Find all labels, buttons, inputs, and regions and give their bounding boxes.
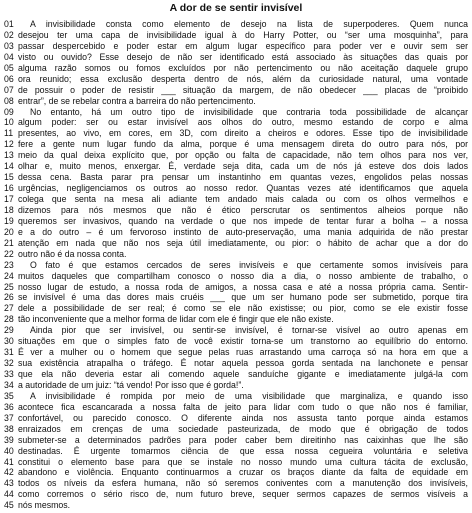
text-line: [4, 435, 468, 446]
line-number: 02: [4, 29, 14, 40]
line-number: 12: [4, 139, 14, 150]
line-text: visto ou ouvido? Esse desejo de não ser identificado está associado às situações das quais por: [18, 51, 468, 62]
line-number: 19: [4, 215, 14, 226]
line-number: 35: [4, 390, 14, 401]
text-line: [4, 161, 468, 172]
line-text: urgências, negligenciamos os outros ao nosso redor. Quantas vezes até identificamos que aquela: [18, 183, 468, 194]
line-number: 43: [4, 478, 14, 489]
text-line: [4, 30, 468, 41]
line-number: 03: [4, 40, 14, 51]
line-text: É ver a mulher ou o homem que segue pelas ruas arrastando uma carroça só na hora em que a: [18, 347, 468, 358]
line-number: 14: [4, 161, 14, 172]
line-number: 13: [4, 150, 14, 161]
line-text: entrar”, de se rebelar contra a barreira do não pertencimento.: [18, 95, 256, 106]
line-text: sua existência atrapalha o tráfego. É notar aquela pessoa gorda sentada na lanchonete e pensar: [18, 358, 468, 369]
line-text: a autoridade de um juiz: “tá vendo! Por isso que é gorda!”.: [18, 379, 244, 390]
line-text: de possuir o poder de resistir ___ situação da margem, de não obedecer ___ placas de “proibido: [18, 84, 468, 95]
line-text: atenção em nada que não nos seja útil imediatamente, ou pior: o hábito de achar que a dor do: [18, 237, 468, 248]
line-text: dele a possibilidade de ser real; é como se ele não existisse; ou pior, como se ele existir fosse: [18, 303, 468, 314]
line-number: 44: [4, 489, 14, 500]
line-text: muitos daqueles que compartilham conosco o nosso dia a dia, o nosso ambiente de trabalho, o: [18, 270, 468, 281]
line-text: constitui o elemento base para que se instale no nosso mundo uma cultura tácita de exclusão,: [18, 456, 468, 467]
text-line: [4, 424, 468, 435]
line-number: 38: [4, 423, 14, 434]
line-number: 17: [4, 194, 14, 204]
line-text: como corremos o sério risco de, num futuro breve, sequer sermos capazes de sermos visíveis a: [18, 489, 468, 500]
text-line: [4, 303, 468, 314]
line-text: No entanto, há um outro tipo de invisibilidade que contraria toda possibilidade de alcançar: [30, 106, 468, 117]
line-text: confortável, ou parecido conosco. O diferente ainda nos assusta tanto porque ainda estamos: [18, 412, 468, 423]
line-number: 08: [4, 95, 14, 106]
line-number: 05: [4, 62, 14, 73]
line-number: 39: [4, 434, 14, 445]
line-number: 40: [4, 445, 14, 456]
line-text: que ela não deveria estar ali comendo aquele sanduíche gigante e imediatamente julgá-la com: [18, 369, 468, 379]
line-text: meio da qual deixa explícito que, por opção ou falta de capacidade, não tem olhos para nos ver,: [18, 150, 468, 161]
line-text: A invisibilidade é rompida por meio de uma visibilidade que marginaliza, e quando isso: [30, 390, 468, 401]
text-body: [4, 19, 468, 511]
text-line: [4, 380, 468, 391]
text-line: [4, 413, 468, 424]
text-line: [4, 489, 468, 500]
line-number: 27: [4, 303, 14, 314]
line-text: dessa cena. Basta parar pra pensar um instantinho em quantas vezes, engolidos pelas nossas: [18, 172, 468, 183]
line-number: 22: [4, 248, 14, 259]
text-line: [4, 205, 468, 216]
line-number: 18: [4, 204, 14, 215]
line-text: A invisibilidade consta como elemento de desejo na lista de superpoderes. Quem nunca: [30, 19, 468, 29]
line-number: 33: [4, 369, 14, 379]
text-line: [4, 238, 468, 249]
text-line: [4, 369, 468, 380]
document-title: A dor de se sentir invisível: [169, 2, 303, 14]
line-number: 26: [4, 292, 14, 303]
line-number: 32: [4, 358, 14, 369]
text-line: [4, 282, 468, 293]
line-number: 28: [4, 314, 14, 325]
line-number: 36: [4, 401, 14, 412]
text-line: [4, 292, 468, 303]
line-text: abandono e violência. Enquanto continuarmos a cruzar os braços diante da falta de equidade em: [18, 467, 468, 478]
text-line: [4, 19, 468, 30]
line-number: 21: [4, 237, 14, 248]
line-number: 23: [4, 259, 14, 270]
line-number: 30: [4, 336, 14, 347]
text-line: [4, 117, 468, 128]
text-line: [4, 107, 468, 118]
text-line: [4, 467, 468, 478]
text-line: [4, 172, 468, 183]
line-text: todos os níveis da esfera humana, não só seremos coniventes com a manutenção dos invisíveis,: [18, 478, 468, 489]
text-line: [4, 183, 468, 194]
line-text: tão inconveniente que a melhor forma de lidar com ele é fingir que ele não existe.: [18, 314, 334, 325]
text-line: [4, 314, 468, 325]
text-line: [4, 150, 468, 161]
line-number: 25: [4, 281, 14, 292]
line-text: O fato é que estamos cercados de seres invisíveis e que certamente somos invisíveis para: [30, 259, 468, 270]
line-number: 42: [4, 467, 14, 478]
text-line: [4, 139, 468, 150]
line-text: situações em que o simples fato de você existir torna-se um transtorno ao equilíbrio do entorno.: [18, 336, 468, 347]
text-line: [4, 216, 468, 227]
line-number: 29: [4, 325, 14, 336]
line-text: enraizados em crenças de uma sociedade pasteurizada, de modo que é obrigação de todos: [18, 423, 468, 434]
text-line: [4, 260, 468, 271]
line-number: 34: [4, 379, 14, 390]
text-line: [4, 227, 468, 238]
line-text: destinadas. É urgente tomarmos ciência de que essa nossa cegueira voluntária e seletiva: [18, 445, 468, 456]
text-line: [4, 446, 468, 457]
text-line: [4, 336, 468, 347]
text-line: [4, 96, 468, 107]
line-text: algum poder: ser ou estar invisível aos olhos do outro, mesmo estando de corpo e alma: [18, 117, 468, 128]
line-text: presentes, ao vivo, em cores, em 3D, com direito a cheiros e odores. Esse tipo de invisibilidade: [18, 128, 468, 139]
text-line: [4, 74, 468, 85]
line-number: 20: [4, 226, 14, 237]
text-line: [4, 457, 468, 468]
line-number: 07: [4, 84, 14, 95]
text-line: [4, 41, 468, 52]
text-line: [4, 128, 468, 139]
line-number: 01: [4, 19, 14, 29]
line-text: acontece fica escancarada a nossa falta de jeito para lidar com tudo o que não nos é familiar,: [18, 401, 468, 412]
line-number: 45: [4, 500, 14, 511]
line-number: 37: [4, 412, 14, 423]
text-line: [4, 271, 468, 282]
text-line: [4, 358, 468, 369]
text-line: [4, 194, 468, 205]
line-number: 16: [4, 183, 14, 194]
line-text: olhar e, muito menos, enxergar. É, verdade seja dita, cada um de nós já esteve dos dois lados: [18, 161, 468, 172]
text-line: [4, 249, 468, 260]
line-number: 41: [4, 456, 14, 467]
line-text: alguma razão somos ou fomos excluídos por não pertencimento ou não aceitação daquele grupo: [18, 62, 468, 73]
line-number: 31: [4, 347, 14, 358]
text-line: [4, 63, 468, 74]
line-text: submeter-se a determinados padrões para poder caber bem direitinho nas caixinhas que lhe são: [18, 434, 468, 445]
line-text: Ainda pior que ser invisível, ou sentir-se invisível, é tornar-se visível ao outro apenas em: [30, 325, 468, 336]
text-line: [4, 478, 468, 489]
text-line: [4, 500, 468, 511]
line-text: colega que senta na mesa ali adiante tem andado mais calada ou com os olhos vermelhos e: [18, 194, 468, 204]
text-line: [4, 347, 468, 358]
line-text: e a do outro – é um fervoroso instinto de auto-preservação, uma mania adquirida de não prestar: [18, 226, 468, 237]
line-text: desejou ter uma capa de invisibilidade igual à do Harry Potter, ou “ser uma mosquinha”, para: [18, 29, 468, 40]
text-line: [4, 325, 468, 336]
line-number: 04: [4, 51, 14, 62]
line-text: dizemos para nós mesmos que não é ético perscrutar os sentimentos alheios porque não: [18, 204, 468, 215]
line-number: 11: [4, 128, 14, 139]
line-text: nós mesmos.: [18, 500, 71, 511]
text-line: [4, 85, 468, 96]
line-text: outro não é da nossa conta.: [18, 248, 127, 259]
line-text: queremos ser invasivos, quando na verdade o que nos impede de tentar furar a bolha – a nossa: [18, 215, 468, 226]
text-line: [4, 391, 468, 402]
line-text: nosso lugar de estudo, a nossa roda de amigos, a nossa casa e até a nossa própria cama. Sentir-: [18, 281, 468, 292]
line-text: se invisível é uma das dores mais cruéis ___ que um ser humano pode ser submetido, porque tira: [18, 292, 468, 303]
line-number: 10: [4, 117, 14, 128]
line-number: 24: [4, 270, 14, 281]
line-number: 06: [4, 73, 14, 84]
text-line: [4, 402, 468, 413]
line-text: ora reunido; essa exclusão desperta dentro de nós, além da curiosidade natural, uma vontade: [18, 73, 468, 84]
text-line: [4, 52, 468, 63]
line-text: passar despercebido e poder estar em algum lugar específico para poder ver e ouvir sem ser: [18, 40, 468, 51]
line-number: 09: [4, 106, 14, 117]
line-text: fere a gente num lugar fundo da alma, porque é uma mensagem direta do outro para nós, por: [18, 139, 468, 150]
line-number: 15: [4, 172, 14, 183]
